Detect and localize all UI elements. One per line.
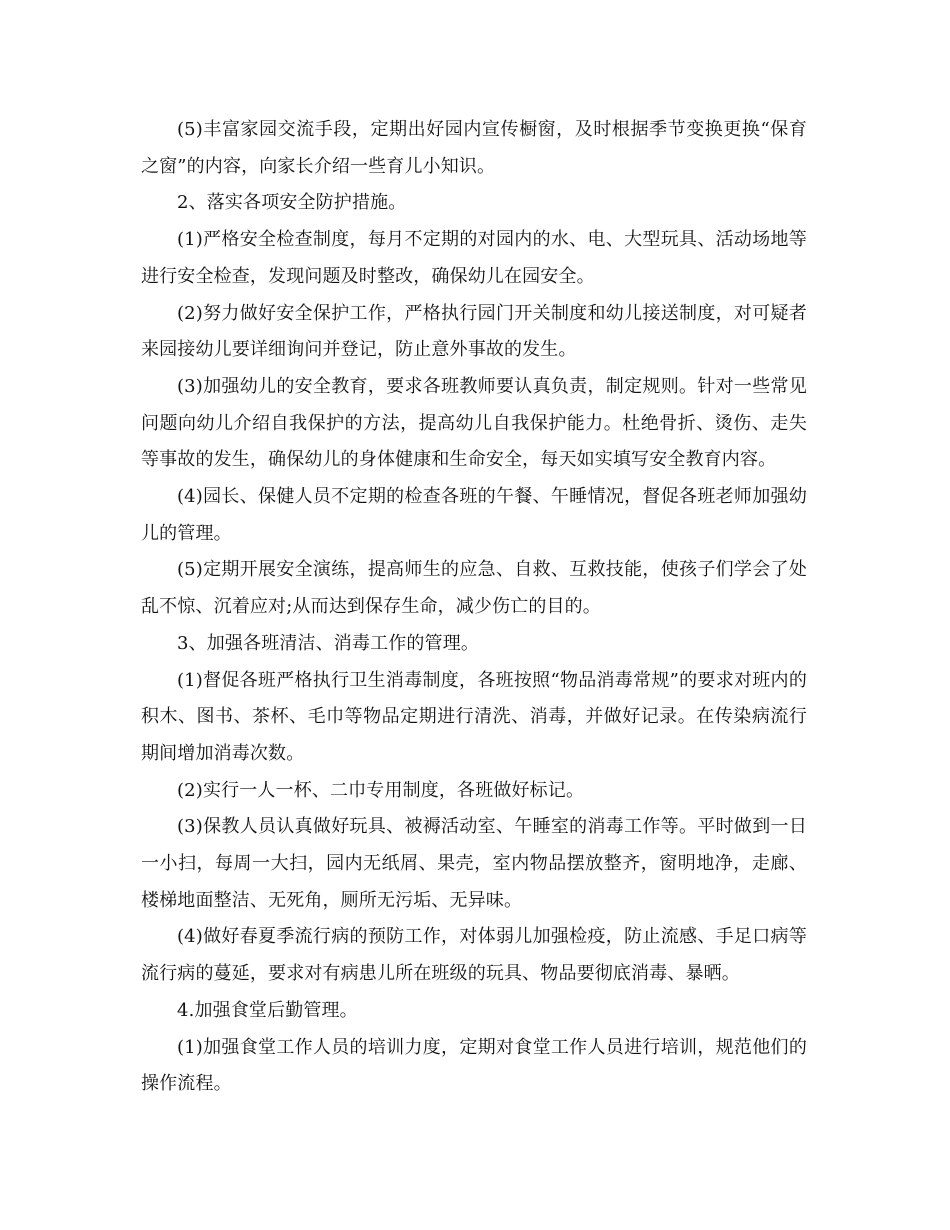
heading-safety-measures: 2、落实各项安全防护措施。 [177,192,407,214]
paragraph-safety-protection: (2)努力做好安全保护工作，严格执行园门开关制度和幼儿接送制度，对可疑者来园接幼儿要详细询问并登记，防止意外事故的发生。 [141,302,807,361]
paragraph-disease-prevention: (4)做好春夏季流行病的预防工作，对体弱儿加强检疫，防止流感、手足口病等流行病的蔓延，要求对有病患儿所在班级的玩具、物品要彻底消毒、暴晒。 [141,926,807,985]
heading-canteen-management: 4.加强食堂后勤管理。 [177,999,358,1021]
paragraph-room-disinfection: (3)保教人员认真做好玩具、被褥活动室、午睡室的消毒工作等。平时做到一日一小扫，每周一大扫，园内无纸屑、果壳，室内物品摆放整齐，窗明地净，走廊、楼梯地面整洁、无死角，厕所无污垢、无异味。 [141,816,807,911]
heading-cleaning-disinfection: 3、加强各班清洁、消毒工作的管理。 [177,632,480,654]
paragraph-safety-drills: (5)定期开展安全演练，提高师生的应急、自救、互救技能，使孩子们学会了处乱不惊、沉着应对;从而达到保存生命，减少伤亡的目的。 [141,559,807,618]
paragraph-canteen-training: (1)加强食堂工作人员的培训力度，定期对食堂工作人员进行培训，规范他们的操作流程。 [141,1036,807,1095]
paragraph-safety-education: (3)加强幼儿的安全教育，要求各班教师要认真负责，制定规则。针对一些常见问题向幼儿介绍自我保护的方法，提高幼儿自我保护能力。杜绝骨折、烫伤、走失等事故的发生，确保幼儿的身体健康和生命安全，每天如实填写安全教育内容。 [141,375,807,471]
paragraph-safety-inspection: (1)严格安全检查制度，每月不定期的对园内的水、电、大型玩具、活动场地等进行安全检查，发现问题及时整改，确保幼儿在园安全。 [141,229,807,287]
paragraph-disinfection-system: (1)督促各班严格执行卫生消毒制度，各班按照“物品消毒常规”的要求对班内的积木、图书、茶杯、毛巾等物品定期进行清洗、消毒，并做好记录。在传染病流行期间增加消毒次数。 [141,669,807,764]
paragraph-personal-cups-towels: (2)实行一人一杯、二巾专用制度，各班做好标记。 [177,779,585,801]
paragraph-home-school-communication: (5)丰富家园交流手段，定期出好园内宣传橱窗，及时根据季节变换更换“保育之窗”的内容，向家长介绍一些育儿小知识。 [141,119,807,177]
document-body [141,112,807,1103]
paragraph-meal-nap-checks: (4)园长、保健人员不定期的检查各班的午餐、午睡情况，督促各班老师加强幼儿的管理。 [141,486,807,544]
